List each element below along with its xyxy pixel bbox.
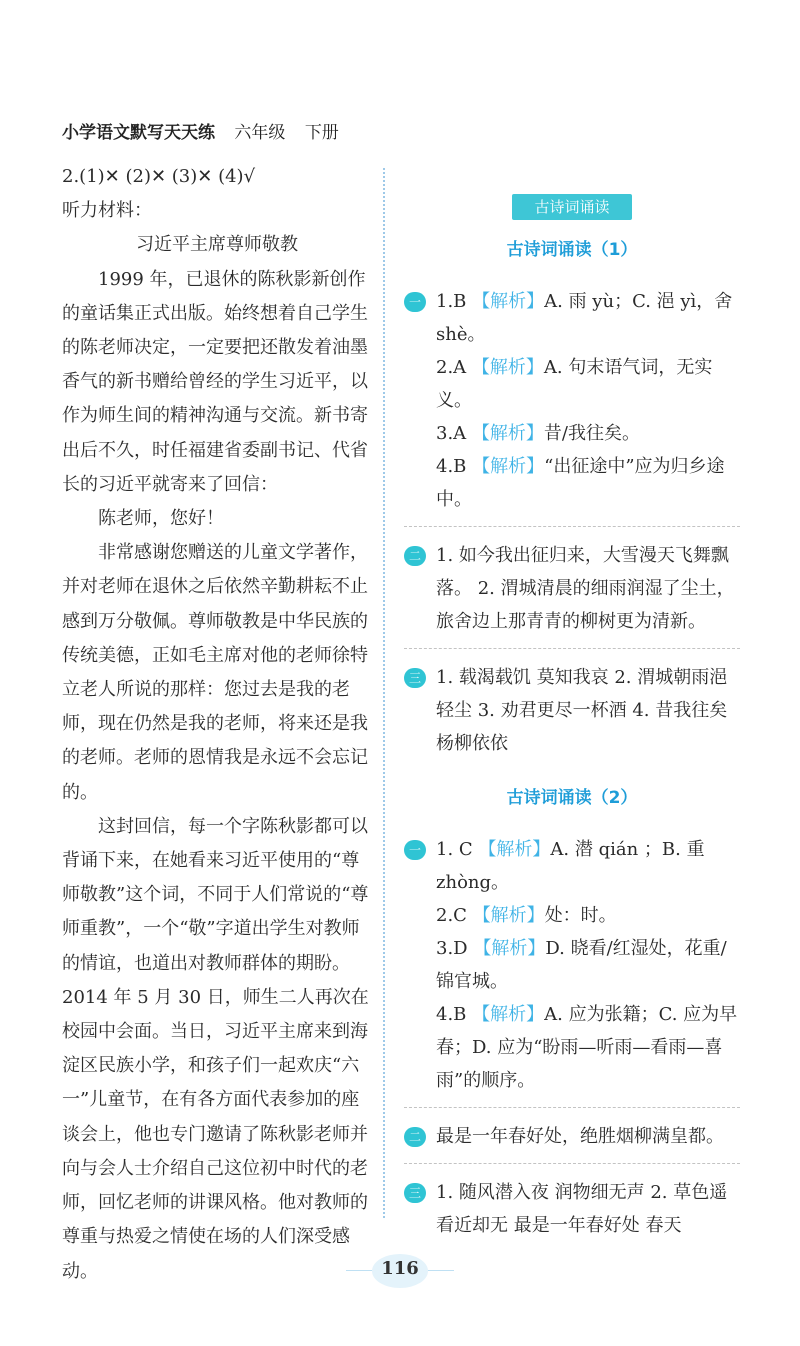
analysis-tag: 【解析】 (471, 357, 544, 378)
article-paragraph: 1999 年，已退休的陈秋影新创作的童话集正式出版。始终想着自己学生的陈老师决定，一定要把还散发着油墨香气的新书赠给曾经的学生习近平，以作为师生间的精神沟通与交流。新书寄出后不久，时任福建省委副书记、代省长的习近平就寄来了回信： (62, 268, 368, 495)
article-paragraph: 非常感谢您赠送的儿童文学著作，并对老师在退休之后依然辛勤耕耘不止感到万分敬佩。尊师敬教是中华民族的传统美德，正如毛主席对他的老师徐特立老人所说的那样：您过去是我的老师，现在仍然是我的老师，将来还是我的老师。老师的恩情我是永远不会忘记的。 (62, 542, 368, 803)
answer-section (404, 661, 740, 770)
answer-item (436, 932, 740, 998)
answer-item (436, 285, 740, 351)
group-title: 古诗词诵读（2） (506, 788, 638, 808)
answer-section (404, 833, 740, 1108)
item-number: 3.A (436, 423, 467, 444)
page-number-text: 116 (381, 1258, 419, 1279)
page-header (62, 118, 742, 143)
item-number: 1. C (436, 839, 473, 860)
column-divider (383, 168, 385, 1218)
item-number: 2.C (436, 905, 467, 926)
section-badge: 二 (404, 546, 426, 566)
answer-section (404, 1176, 740, 1252)
item-text: A. 应为张籍；C. 应为早春；D. 应为“盼雨—听雨—看雨—喜雨”的顺序。 (436, 1004, 738, 1091)
listening-label: 听力材料： (62, 200, 152, 222)
answer-item (436, 833, 740, 899)
answer-line: 2.(1)✕ (2)✕ (3)✕ (4)√ (62, 166, 256, 187)
section-badge: 一 (404, 292, 426, 312)
answer-item (436, 417, 740, 450)
answer-item: 1. 载渴载饥 莫知我哀 2. 渭城朝雨浥轻尘 3. 劝君更尽一杯酒 4. 昔我往矣 杨柳依依 (436, 667, 728, 754)
analysis-tag: 【解析】 (472, 291, 545, 312)
item-number: 3.D (436, 938, 468, 959)
right-column (404, 190, 740, 1264)
answer-section (404, 539, 740, 649)
left-column (62, 160, 372, 1289)
item-text: 昔/我往矣。 (543, 423, 640, 444)
section-badge: 二 (404, 1127, 426, 1147)
page-number (370, 1258, 430, 1279)
item-number: 4.B (436, 456, 467, 477)
answer-section (404, 285, 740, 527)
item-number: 4.B (436, 1004, 467, 1025)
item-number: 1.B (436, 291, 467, 312)
analysis-tag: 【解析】 (473, 938, 546, 959)
analysis-tag: 【解析】 (471, 423, 544, 444)
item-text: A. 句末语气词，无实义。 (436, 357, 713, 411)
group-title: 古诗词诵读（1） (506, 240, 638, 260)
answer-item (436, 351, 740, 417)
item-text: A. 潜 qián ；B. 重 zhòng。 (436, 839, 705, 893)
section-tag: 古诗词诵读 (512, 194, 632, 220)
analysis-tag: 【解析】 (472, 905, 545, 926)
item-number: 2.A (436, 357, 467, 378)
volume-label: 下册 (304, 123, 339, 143)
answer-item: 1. 随风潜入夜 润物细无声 2. 草色遥看近却无 最是一年春好处 春天 (436, 1182, 728, 1236)
answer-item: 1. 如今我出征归来，大雪漫天飞舞飘落。 2. 渭城清晨的细雨润湿了尘土，旅舍边上那青青的柳树更为清新。 (436, 545, 735, 632)
article-title: 习近平主席尊师敬教 (136, 234, 298, 256)
item-text: 处：时。 (544, 905, 617, 926)
section-badge: 一 (404, 840, 426, 860)
answer-item (436, 899, 740, 932)
article-paragraph: 陈老师，您好！ (98, 508, 224, 530)
item-text: “出征途中”应为归乡途中。 (436, 456, 725, 510)
item-text: A. 雨 yù；C. 浥 yì，舍 shè。 (436, 291, 733, 345)
answer-item (436, 998, 740, 1097)
analysis-tag: 【解析】 (472, 456, 545, 477)
analysis-tag: 【解析】 (472, 1004, 545, 1025)
answer-item: 最是一年春好处，绝胜烟柳满皇都。 (436, 1126, 724, 1147)
section-badge: 三 (404, 668, 426, 688)
answer-section (404, 1120, 740, 1164)
item-text: D. 晓看/红湿处，花重/锦官城。 (436, 938, 727, 992)
series-title: 小学语文默写天天练 (62, 123, 215, 143)
article-paragraph: 这封回信，每一个字陈秋影都可以背诵下来，在她看来习近平使用的“尊师敬教”这个词，不同于人们常说的“尊师重教”，一个“敬”字道出学生对教师的情谊，也道出对教师群体的期盼。2014 年 5 月 30 日，师生二人再次在校园中会面。当日，习近平主席来到海淀区民族小学，和孩子们一起欢庆“六一”儿童节，在有各方面代表参加的座谈会上，他也专门邀请了陈秋影老师并向与会人士介绍自己这位初中时代的老师，回忆老师的讲课风格。他对教师的尊重与热爱之情使在场的人们深受感动。 (62, 815, 369, 1282)
section-badge: 三 (404, 1183, 426, 1203)
analysis-tag: 【解析】 (478, 839, 551, 860)
answer-item (436, 450, 740, 516)
grade-label: 六年级 (234, 123, 286, 143)
